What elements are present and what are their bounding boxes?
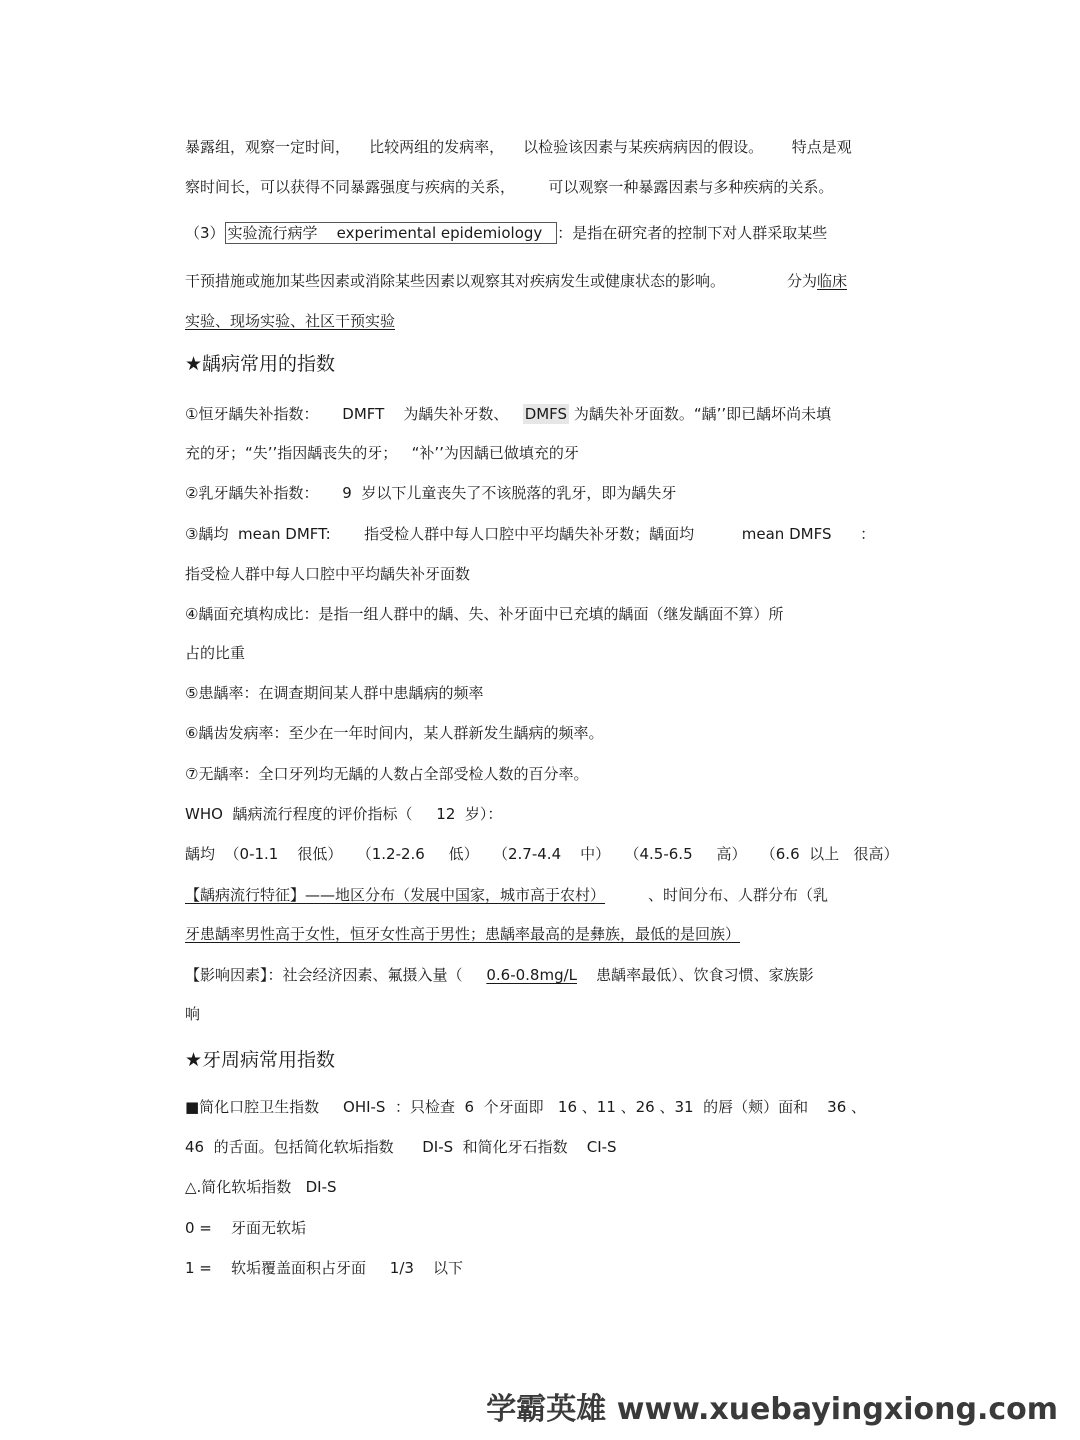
- epidemic-features: 【龋病流行特征】——地区分布（发展中国家，城市高于农村） 、时间分布、人群分布（乳: [185, 886, 828, 904]
- index-item: ④龋面充填构成比：是指一组人群中的龋、失、补牙面中已充填的龋面（继发龋面不算）所: [185, 605, 784, 623]
- index-item: 指受检人群中每人口腔中平均龋失补牙面数: [185, 565, 471, 583]
- paragraph-line: 暴露组，观察一定时间， 比较两组的发病率， 以检验该因素与某疾病病因的假设。 特点是观: [185, 138, 852, 156]
- index-item: 占的比重: [185, 644, 246, 662]
- paragraph-line: 实验、现场实验、社区干预实验: [185, 312, 396, 330]
- index-item: 充的牙；“失’’指因龋丧失的牙； “补’’为因龋已做填充的牙: [185, 444, 579, 462]
- index-item: ③龋均 mean DMFT: 指受检人群中每人口腔中平均龋失补牙数；龋面均 mean DMFS ：: [185, 525, 876, 543]
- influencing-factors: 响: [185, 1005, 201, 1023]
- section-heading-periodontal: ★牙周病常用指数: [185, 1049, 336, 1071]
- section-heading-caries: ★龋病常用的指数: [185, 353, 336, 375]
- term-box: 实验流行病学 experimental epidemiology: [225, 222, 558, 244]
- who-criteria: WHO 龋病流行程度的评价指标（ 12 岁）：: [185, 805, 503, 823]
- who-scale: 龋均 （0-1.1 很低） （1.2-2.6 低） （2.7-4.4 中） （4.5-6.5 高） （6.6 以上 很高）: [185, 845, 899, 863]
- di-s-heading: △.简化软垢指数 DI-S: [185, 1178, 337, 1196]
- paragraph-line: 干预措施或施加某些因素或消除某些因素以观察其对疾病发生或健康状态的影响。 分为临床: [185, 272, 848, 290]
- epidemic-features: 牙患龋率男性高于女性，恒牙女性高于男性；患龋率最高的是彝族，最低的是回族）: [185, 925, 741, 943]
- influencing-factors: 【影响因素】：社会经济因素、氟摄入量（ 0.6-0.8mg/L 患龋率最低）、饮食习惯、家族影: [185, 966, 814, 984]
- experimental-epidemiology-line: （3） 实验流行病学 experimental epidemiology ：是指在研究者的控制下对人群采取某些: [185, 224, 828, 242]
- di-s-score: 0 = 牙面无软垢: [185, 1219, 306, 1237]
- ohi-s-line: ■简化口腔卫生指数 OHI-S ：只检查 6 个牙面即 16 、11 、26 、31 的唇（颊）面和 36 、: [185, 1098, 867, 1116]
- index-item: ②乳牙龋失补指数： 9 岁以下儿童丧失了不该脱落的乳牙，即为龋失牙: [185, 484, 677, 502]
- index-item: ⑦无龋率：全口牙列均无龋的人数占全部受检人数的百分率。: [185, 765, 589, 783]
- index-item: ⑥龋齿发病率：至少在一年时间内，某人群新发生龋病的频率。: [185, 724, 604, 742]
- di-s-score: 1 = 软垢覆盖面积占牙面 1/3 以下: [185, 1259, 464, 1277]
- paragraph-line: 察时间长，可以获得不同暴露强度与疾病的关系， 可以观察一种暴露因素与多种疾病的关系。: [185, 178, 834, 196]
- index-item: ①恒牙龋失补指数： DMFT 为龋失补牙数、 DMFS 为龋失补牙面数。“龋’’即已龋坏尚未填: [185, 405, 832, 423]
- watermark: 学霸英雄 www.xuebayingxiong.com: [486, 1392, 1058, 1427]
- index-item: ⑤患龋率：在调查期间某人群中患龋病的频率: [185, 684, 484, 702]
- ohi-s-line: 46 的舌面。包括简化软垢指数 DI-S 和简化牙石指数 CI-S: [185, 1138, 617, 1156]
